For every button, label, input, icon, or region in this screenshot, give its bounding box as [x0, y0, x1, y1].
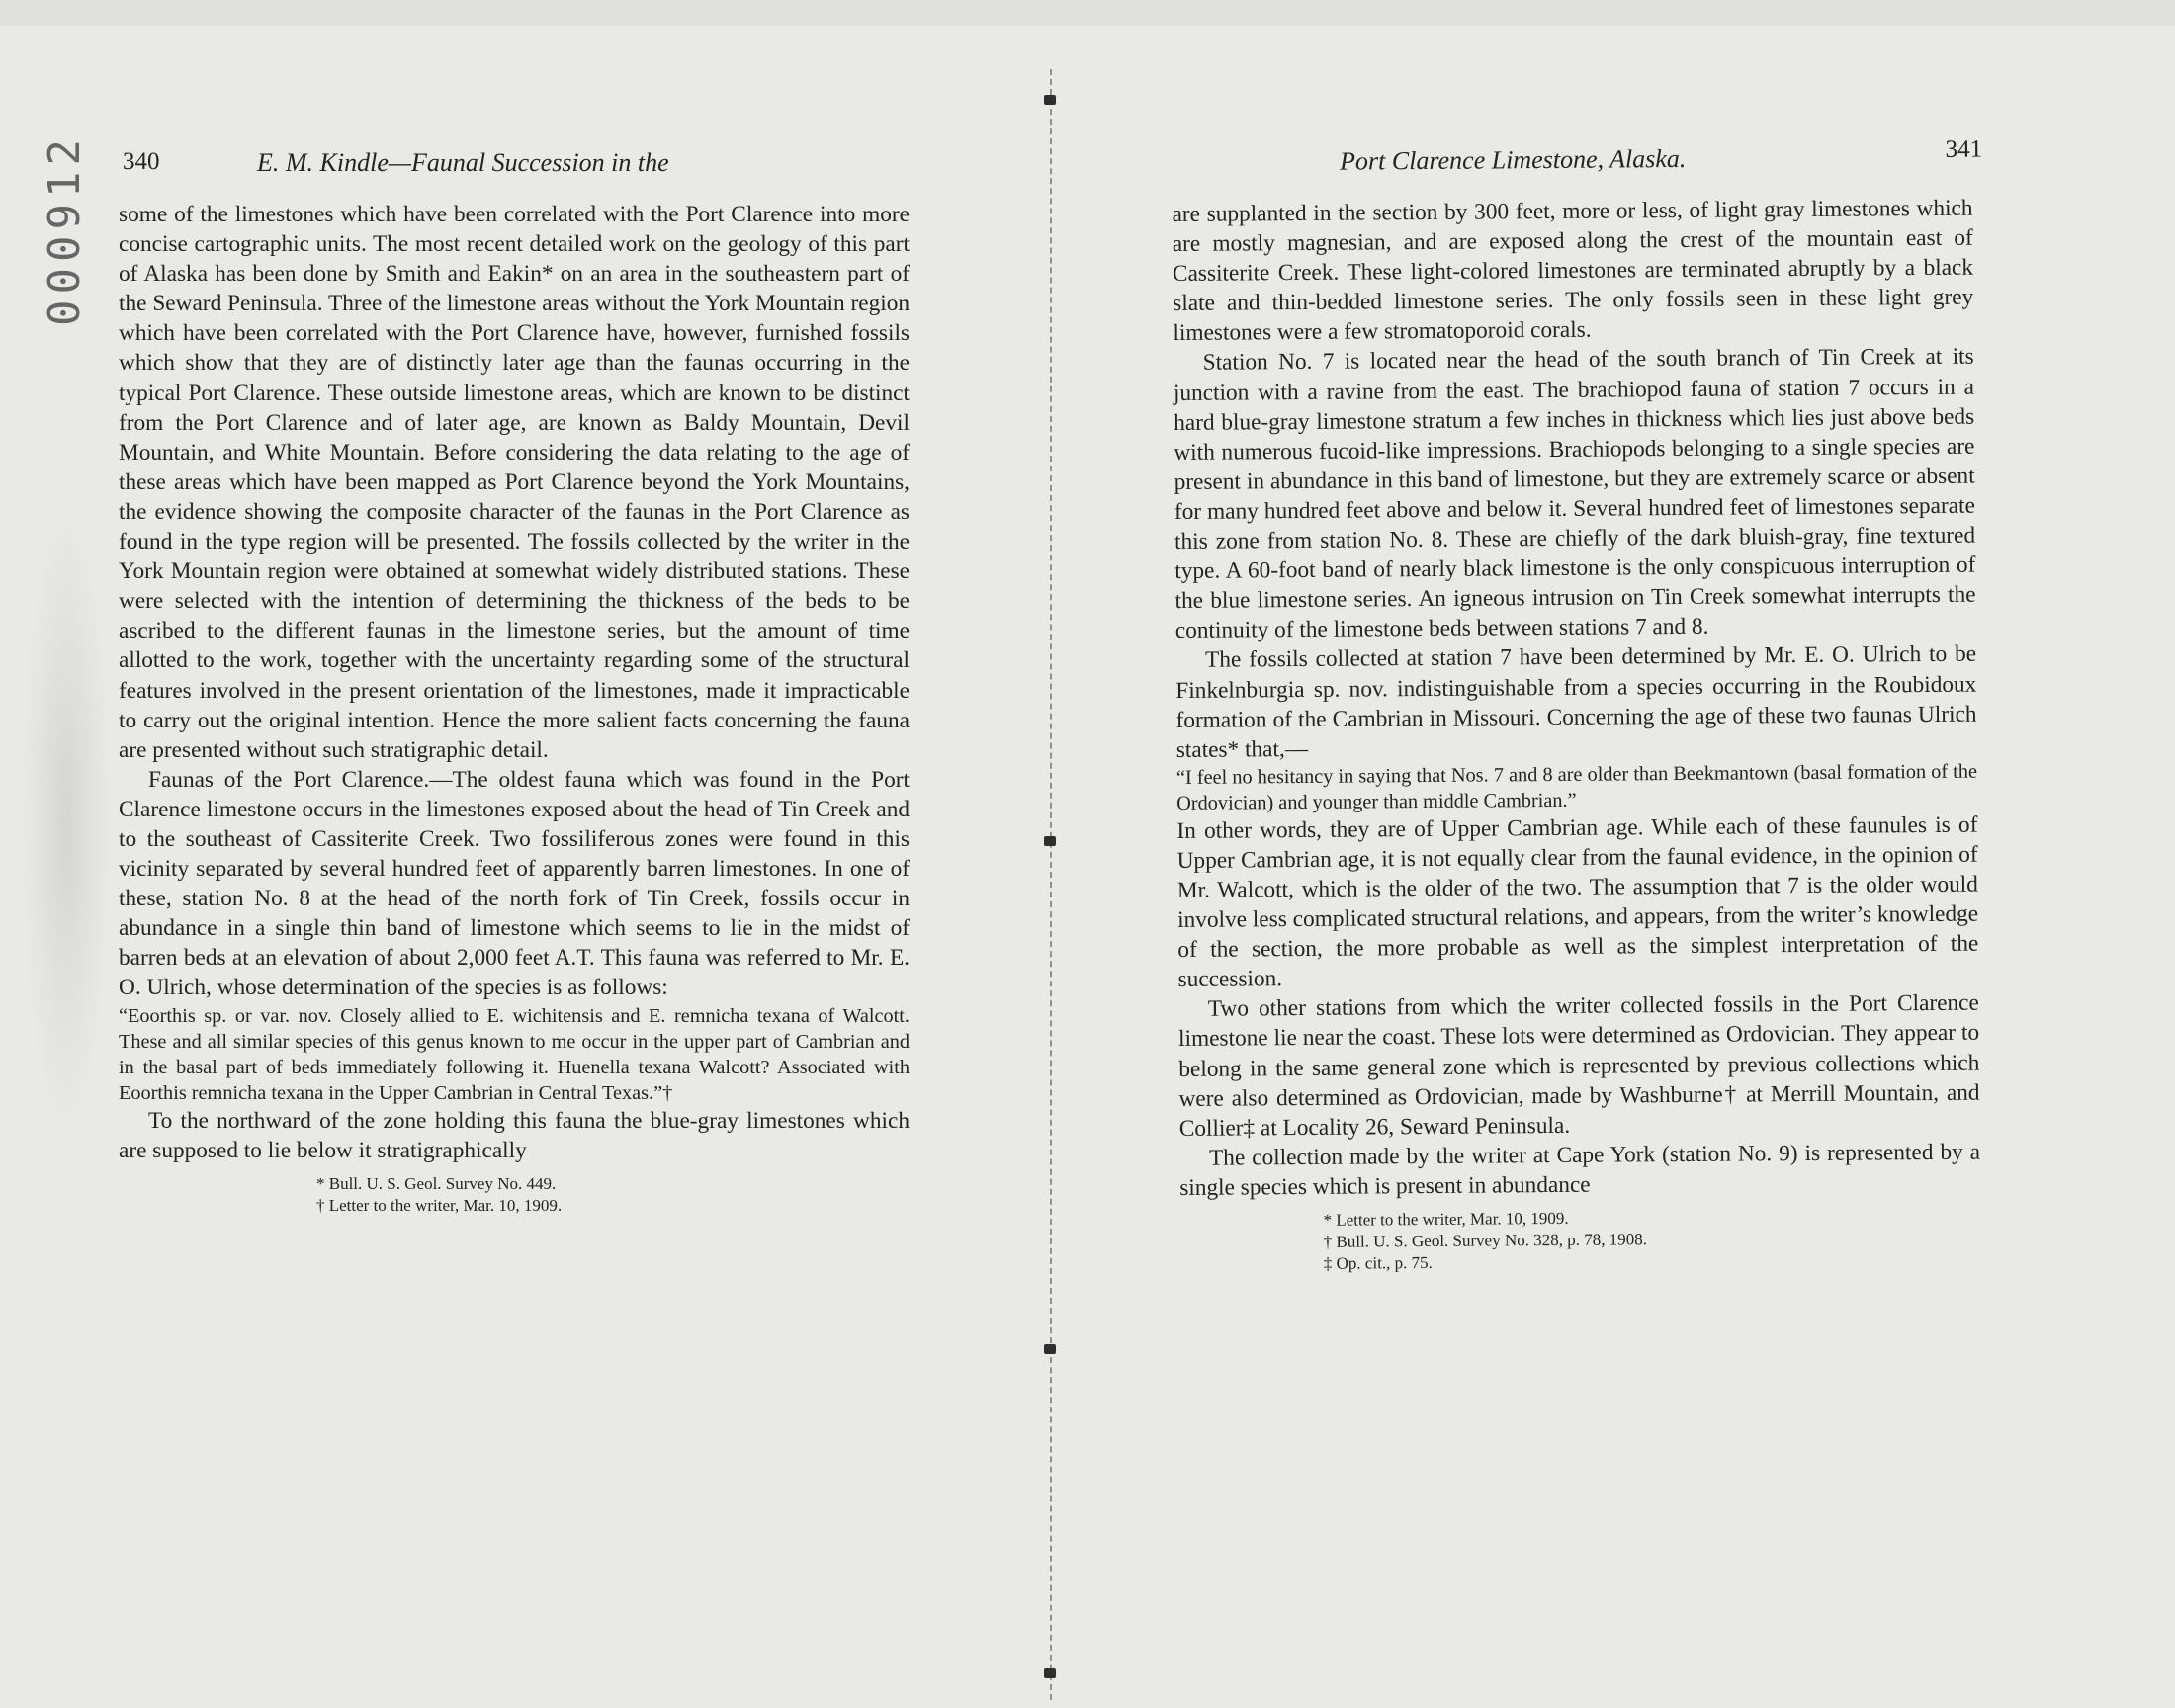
- margin-accession-stamp: 000912: [40, 133, 90, 326]
- binding-gutter: [1050, 69, 1052, 1700]
- footnote: † Bull. U. S. Geol. Survey No. 328, p. 78, 1908.: [1323, 1230, 1648, 1251]
- ulrich-determination-quote: “Eoorthis sp. or var. nov. Closely allied to E. wichitensis and E. remnicha texana of Walcott. These and all similar species of this genus known to me occur in the upper part of Cambrian and in the basal part of beds immediately following it. Huenella texana Walcott? Associated with Eoorthis remnicha texana in the Upper Cambrian in Central Texas.”†: [119, 1004, 910, 1104]
- paragraph: some of the limestones which have been correlated with the Port Clarence into more concise cartographic units. The most recent detailed work on the geology of this part of Alaska has been done by Smith and Eakin* on an area in the southeastern part of the Seward Peninsula. Three of the limestone areas without the York Mountain region which have been correlated with the Port Clarence have, however, furnished fossils which show that they are of distinctly later age than the faunas occurring in the typical Port Clarence. These outside limestone areas, which are known to be distinct from the Port Clarence and of later age, are known as Baldy Mountain, Devil Mountain, and White Mountain. Before considering the data relating to the age of these areas which have been mapped as Port Clarence beyond the York Mountains, the evidence showing the composite character of the faunas in the Port Clarence as found in the type region will be presented. The fossils collected by the writer in the York Mountain region were obtained at somewhat widely distributed stations. These were selected with the intention of determining the thickness of the beds to be ascribed to the different faunas in the limestone series, but the amount of time allotted to the work, together with the uncertainty regarding some of the structural features involved in the present orientation of the limestones, made it impracticable to carry out the original intention. Hence the more salient facts concerning the fauna are presented without such stratigraphic detail.: [119, 202, 910, 763]
- right-footnotes: [1323, 1205, 1980, 1275]
- left-running-title: E. M. Kindle—Faunal Succession in the: [257, 148, 669, 177]
- left-footnotes: [316, 1173, 910, 1217]
- left-margin-smudge: [22, 514, 111, 1127]
- paragraph: In other words, they are of Upper Cambrian age. While each of these faunules is of Upper Cambrian age, it is not equally clear from the faunal evidence, in the opinion of Mr. Walcott, which is the older of the two. The assumption that 7 is the older would involve less complicated structural relations, and appears, from the writer’s knowledge of the section, the more probable as well as the simplest interpretation of the succession.: [1176, 811, 1979, 993]
- ulrich-age-quote: “I feel no hesitancy in saying that Nos. 7 and 8 are older than Beekmantown (basal formation of the Ordovician) and younger than middle Cambrian.”: [1175, 760, 1978, 814]
- left-running-head: [119, 148, 910, 192]
- left-body-text: [119, 200, 910, 1165]
- scan-top-edge: [0, 0, 2175, 26]
- gutter-stitch-mark: [1044, 95, 1056, 105]
- paragraph: The collection made by the writer at Cape York (station No. 9) is represented by a single species which is present in abundance: [1179, 1139, 1981, 1201]
- paragraph-faunas-heading: Faunas of the Port Clarence.—The oldest fauna which was found in the Port Clarence limestone occurs in the limestones exposed about the head of Tin Creek and to the southeast of Cassiterite Creek. Two fossiliferous zones were found in this vicinity separated by several hundred feet of apparently barren limestones. In one of these, station No. 8 at the head of the north fork of Tin Creek, fossils occur in abundance in a single thin band of limestone which seems to lie in the midst of barren beds at an elevation of about 2,000 feet A.T. This fauna was referred to Mr. E. O. Ulrich, whose determination of the species is as follows:: [119, 766, 910, 1001]
- right-running-title: Port Clarence Limestone, Alaska.: [1339, 143, 1687, 176]
- footnote: † Letter to the writer, Mar. 10, 1909.: [316, 1195, 563, 1215]
- footnote: * Bull. U. S. Geol. Survey No. 449.: [316, 1173, 557, 1193]
- paragraph: Two other stations from which the writer collected fossils in the Port Clarence limestone lie near the coast. These lots were determined as Ordovician. They appear to belong in the same general zone which is represented by previous collections which were also determined as Ordovician, made by Washburne† at Merrill Mountain, and Collier‡ at Locality 26, Seward Peninsula.: [1177, 989, 1980, 1142]
- paragraph: To the northward of the zone holding this fauna the blue-gray limestones which are supposed to lie below it stratigraphically: [119, 1107, 910, 1163]
- left-page: [119, 148, 910, 1217]
- footnote: * Letter to the writer, Mar. 10, 1909.: [1323, 1208, 1569, 1230]
- right-running-head: [1172, 135, 1983, 192]
- left-page-number: 340: [123, 148, 160, 175]
- paragraph: Station No. 7 is located near the head of the south branch of Tin Creek at its junction with a ravine from the east. The brachiopod fauna of station 7 occurs in a hard blue-gray limestone stratum a few inches in thickness which lies just above beds with numerous fucoid-like impressions. Brachiopods belonging to a single species are present in abundance in this band of limestone, but they are extremely scarce or absent for many hundred feet above and below it. Several hundred feet of limestones separate this zone from station No. 8. These are chiefly of the dark bluish-gray, fine textured type. A 60-foot band of nearly black limestone is the only conspicuous interruption of the blue limestone series. An igneous intrusion on Tin Creek somewhat interrupts the continuity of the limestone beds between stations 7 and 8.: [1173, 344, 1976, 644]
- footnote: ‡ Op. cit., p. 75.: [1323, 1252, 1433, 1273]
- gutter-stitch-mark: [1044, 1344, 1056, 1354]
- paragraph: The fossils collected at station 7 have been determined by Mr. E. O. Ulrich to be Finkelnburgia sp. nov. indistinguishable from a species occurring in the Roubidoux formation of the Cambrian in Missouri. Concerning the age of these two faunas Ulrich states* that,—: [1175, 641, 1977, 763]
- gutter-stitch-mark: [1044, 1668, 1056, 1678]
- right-body-text: [1172, 194, 1980, 1203]
- right-page: [1172, 135, 1983, 1276]
- paragraph: are supplanted in the section by 300 feet, more or less, of light gray limestones which are mostly magnesian, and are exposed along the crest of the mountain east of Cassiterite Creek. These light-colored limestones are terminated abruptly by a black slate and thin-bedded limestone series. The only fossils seen in these light grey limestones were a few stromatoporoid corals.: [1172, 195, 1974, 347]
- gutter-stitch-mark: [1044, 836, 1056, 846]
- right-page-number: 341: [1945, 135, 1983, 163]
